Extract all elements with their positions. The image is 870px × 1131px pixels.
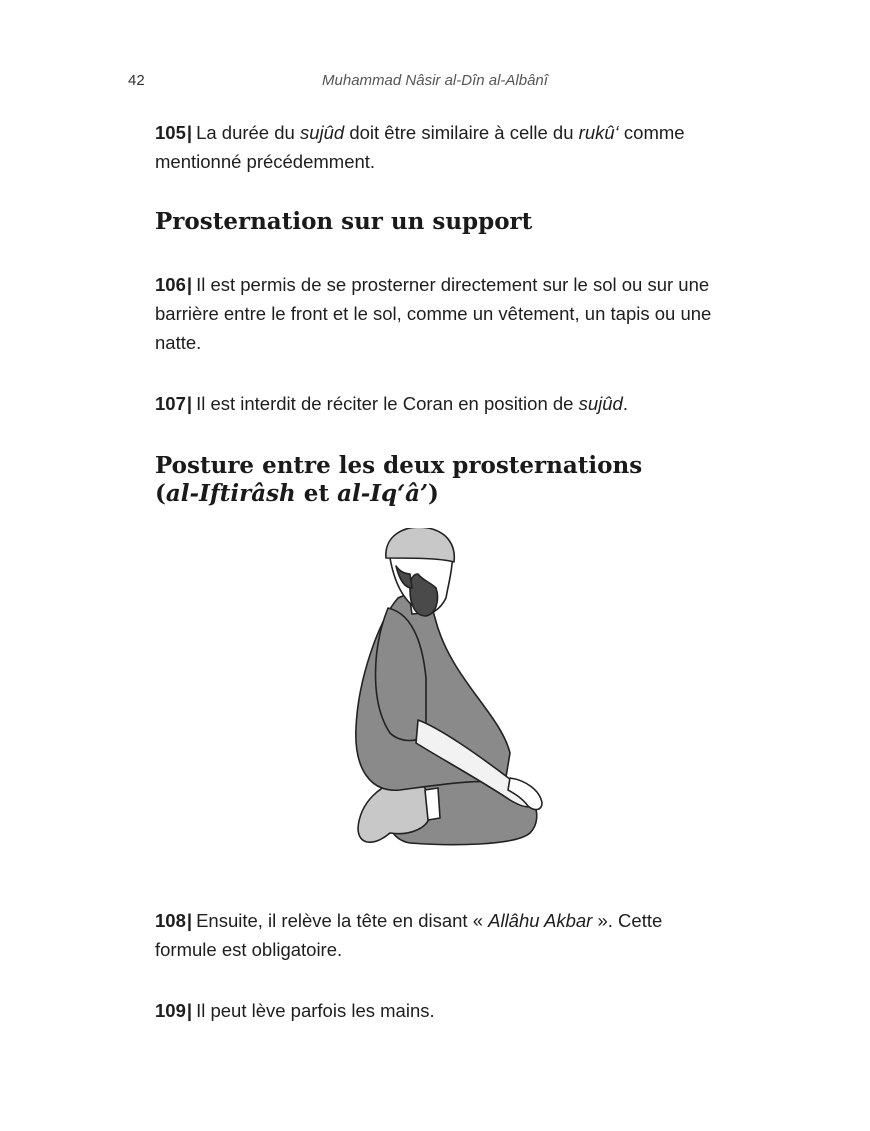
paragraph-107: 107| Il est interdit de réciter le Coran en position de sujûd. — [155, 393, 628, 414]
paragraph-106: 106| Il est permis de se prosterner directement sur le sol ou sur une barrière entre le front et le sol, comme un vêtement, un tapis ou une natte. — [155, 274, 712, 353]
term: al-Iq‘â’ — [337, 480, 429, 507]
kneeling-man-icon — [330, 528, 560, 848]
paragraph-number: 106 — [155, 274, 186, 295]
term: sujûd — [578, 393, 623, 414]
title-line1: Posture entre les deux prosternations — [155, 452, 643, 479]
running-head: Muhammad Nâsir al-Dîn al-Albânî — [322, 72, 548, 89]
paragraph-number: 108 — [155, 910, 186, 931]
paragraph-105: 105| La durée du sujûd doit être similaire à celle du rukû‘ comme mentionné précédemment. — [155, 122, 685, 172]
text: Il est interdit de réciter le Coran en position de — [196, 393, 579, 414]
text: Ensuite, il relève la tête en disant « — [196, 910, 489, 931]
text: doit être similaire à celle du — [344, 122, 579, 143]
paragraph-109: 109| Il peut lève parfois les mains. — [155, 1000, 435, 1021]
sitting-posture-illustration — [330, 528, 560, 848]
text: . — [622, 393, 628, 414]
term: al-Iftirâsh — [165, 480, 296, 507]
paragraph-108: 108| Ensuite, il relève la tête en disant « Allâhu Akbar ». Cette formule est obligatoire. — [155, 910, 663, 960]
term: sujûd — [299, 122, 345, 143]
text: Il peut lève parfois les mains. — [196, 1000, 435, 1021]
text: et — [295, 480, 338, 507]
text: comme mentionné précédemment. — [155, 122, 685, 172]
term: Allâhu Akbar — [488, 910, 593, 931]
section-title — [155, 452, 725, 508]
paragraph-number: 105 — [155, 122, 186, 143]
section-heading-support — [155, 208, 725, 236]
paragraph-number: 107 — [155, 393, 186, 414]
paren: ( — [155, 480, 166, 507]
text: La durée du — [196, 122, 300, 143]
term: rukû‘ — [578, 122, 619, 143]
text: ». Cette formule est obligatoire. — [155, 910, 663, 960]
paren: ) — [428, 480, 439, 507]
paragraph-number: 109 — [155, 1000, 186, 1021]
page-number: 42 — [128, 72, 145, 89]
section-heading-posture — [155, 452, 725, 508]
section-title: Prosternation sur un support — [155, 208, 533, 235]
text: Il est permis de se prosterner directement sur le sol ou sur une barrière entre le front et le sol, comme un vêtement, un tapis ou une natte. — [155, 274, 712, 353]
